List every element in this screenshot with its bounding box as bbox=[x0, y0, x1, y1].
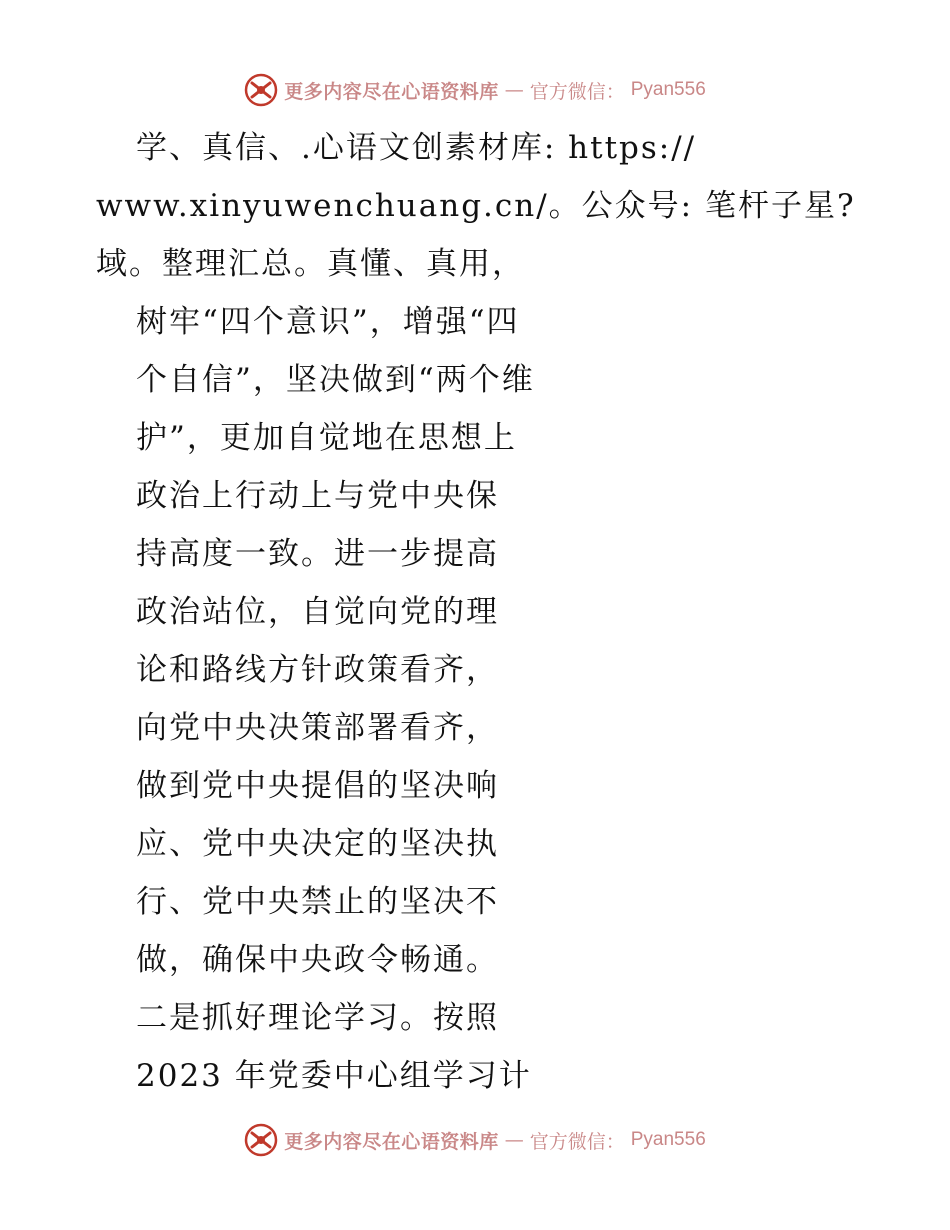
body-line: 2023 年党委中心组学习计 bbox=[136, 1058, 532, 1094]
banner-main-text: 更多内容尽在心语资料库 bbox=[284, 1130, 499, 1153]
banner-dash: — bbox=[504, 79, 524, 101]
footer-banner bbox=[0, 1120, 950, 1160]
body-line: 政治站位，自觉向党的理 bbox=[136, 594, 499, 630]
banner-wechat-id: Pyan556 bbox=[630, 79, 706, 100]
banner-main-text: 更多内容尽在心语资料库 bbox=[284, 80, 499, 103]
body-line: www.xinyuwenchuang.cn/。公众号: 笔杆子星? bbox=[96, 188, 856, 224]
body-line: 行、党中央禁止的坚决不 bbox=[136, 884, 499, 920]
body-line: 护”，更加自觉地在思想上 bbox=[136, 420, 517, 456]
body-line: 树牢“四个意识”，增强“四 bbox=[136, 304, 520, 340]
body-line: 个自信”，坚决做到“两个维 bbox=[136, 362, 535, 398]
body-line: 做到党中央提倡的坚决响 bbox=[136, 768, 499, 804]
body-line: 政治上行动上与党中央保 bbox=[136, 478, 499, 514]
body-line: 二是抓好理论学习。按照 bbox=[136, 1000, 499, 1036]
cross-logo-icon bbox=[244, 73, 278, 107]
body-line: 论和路线方针政策看齐， bbox=[136, 652, 499, 688]
body-line: 域。整理汇总。真懂、真用， bbox=[96, 246, 525, 282]
banner-dash: — bbox=[504, 1129, 524, 1151]
cross-logo-icon bbox=[244, 1123, 278, 1157]
banner-wechat-label: 官方微信： bbox=[529, 80, 625, 103]
header-banner bbox=[0, 70, 950, 110]
body-line: 做，确保中央政令畅通。 bbox=[136, 942, 499, 978]
body-line: 向党中央决策部署看齐， bbox=[136, 710, 499, 746]
banner-wechat-label: 官方微信： bbox=[529, 1130, 625, 1153]
body-line: 学、真信、.心语文创素材库: https:// bbox=[136, 130, 697, 166]
body-line: 应、党中央决定的坚决执 bbox=[136, 826, 499, 862]
banner-wechat-id: Pyan556 bbox=[630, 1129, 706, 1150]
body-line: 持高度一致。进一步提高 bbox=[136, 536, 499, 572]
